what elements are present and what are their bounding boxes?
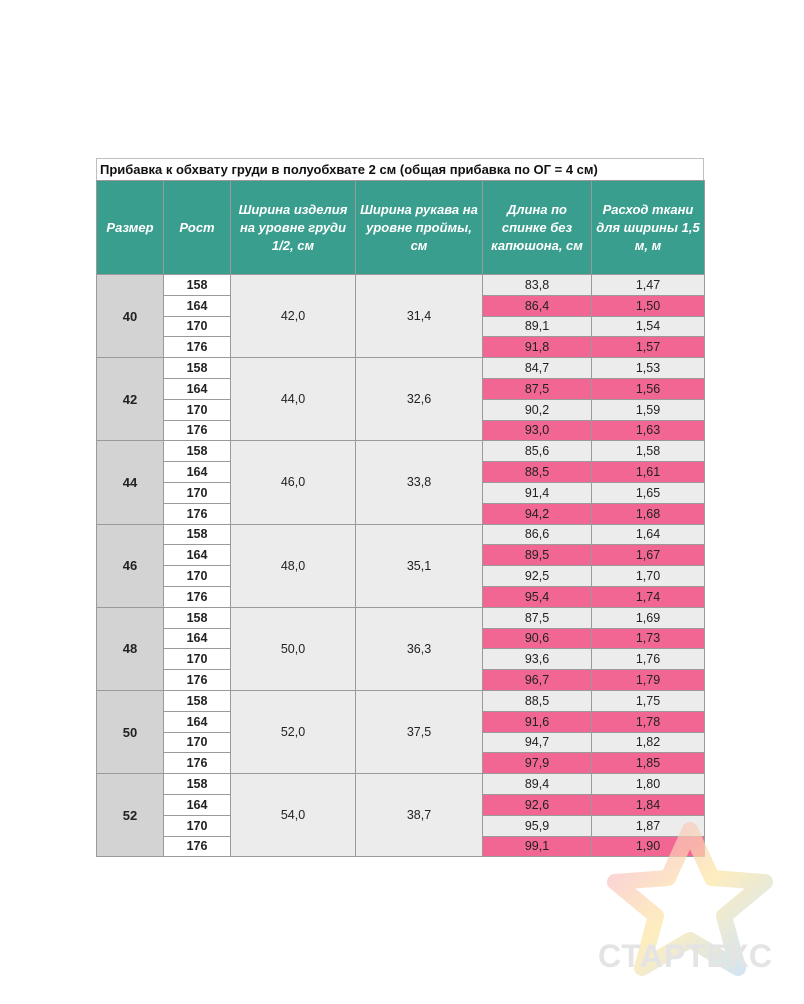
height-cell: 176 — [164, 753, 231, 774]
fabric-cell: 1,70 — [592, 566, 705, 587]
height-cell: 164 — [164, 545, 231, 566]
width-cell: 46,0 — [231, 441, 356, 524]
header-row — [97, 181, 705, 275]
width-cell: 52,0 — [231, 690, 356, 773]
table-row — [97, 524, 705, 545]
table-title: Прибавка к обхвату груди в полуобхвате 2 см (общая прибавка по ОГ = 4 см) — [96, 158, 704, 180]
height-cell: 176 — [164, 670, 231, 691]
length-cell: 86,4 — [483, 295, 592, 316]
fabric-cell: 1,82 — [592, 732, 705, 753]
fabric-cell: 1,84 — [592, 794, 705, 815]
length-cell: 95,9 — [483, 815, 592, 836]
height-cell: 164 — [164, 794, 231, 815]
height-cell: 176 — [164, 337, 231, 358]
length-cell: 86,6 — [483, 524, 592, 545]
height-cell: 170 — [164, 316, 231, 337]
height-cell: 158 — [164, 690, 231, 711]
fabric-cell: 1,58 — [592, 441, 705, 462]
height-cell: 158 — [164, 774, 231, 795]
length-cell: 90,6 — [483, 628, 592, 649]
length-cell: 92,5 — [483, 566, 592, 587]
sleeve-cell: 35,1 — [356, 524, 483, 607]
fabric-cell: 1,64 — [592, 524, 705, 545]
size-cell: 50 — [97, 690, 164, 773]
height-cell: 170 — [164, 566, 231, 587]
size-cell: 40 — [97, 275, 164, 358]
length-cell: 91,8 — [483, 337, 592, 358]
fabric-cell: 1,87 — [592, 815, 705, 836]
header-length: Длина по спинке без капюшона, см — [483, 181, 592, 275]
table-row — [97, 774, 705, 795]
length-cell: 89,5 — [483, 545, 592, 566]
fabric-cell: 1,80 — [592, 774, 705, 795]
length-cell: 91,4 — [483, 482, 592, 503]
height-cell: 176 — [164, 836, 231, 857]
fabric-cell: 1,78 — [592, 711, 705, 732]
length-cell: 88,5 — [483, 462, 592, 483]
size-table — [96, 180, 705, 857]
fabric-cell: 1,69 — [592, 607, 705, 628]
length-cell: 89,4 — [483, 774, 592, 795]
fabric-cell: 1,75 — [592, 690, 705, 711]
height-cell: 164 — [164, 628, 231, 649]
sleeve-cell: 36,3 — [356, 607, 483, 690]
fabric-cell: 1,67 — [592, 545, 705, 566]
length-cell: 96,7 — [483, 670, 592, 691]
length-cell: 83,8 — [483, 275, 592, 296]
length-cell: 87,5 — [483, 378, 592, 399]
length-cell: 92,6 — [483, 794, 592, 815]
width-cell: 42,0 — [231, 275, 356, 358]
sleeve-cell: 37,5 — [356, 690, 483, 773]
height-cell: 158 — [164, 275, 231, 296]
size-cell: 48 — [97, 607, 164, 690]
sleeve-cell: 31,4 — [356, 275, 483, 358]
height-cell: 164 — [164, 462, 231, 483]
fabric-cell: 1,85 — [592, 753, 705, 774]
length-cell: 95,4 — [483, 586, 592, 607]
width-cell: 50,0 — [231, 607, 356, 690]
fabric-cell: 1,65 — [592, 482, 705, 503]
fabric-cell: 1,50 — [592, 295, 705, 316]
sleeve-cell: 33,8 — [356, 441, 483, 524]
fabric-cell: 1,79 — [592, 670, 705, 691]
height-cell: 164 — [164, 295, 231, 316]
table-row — [97, 690, 705, 711]
length-cell: 99,1 — [483, 836, 592, 857]
fabric-cell: 1,59 — [592, 399, 705, 420]
fabric-cell: 1,73 — [592, 628, 705, 649]
length-cell: 94,2 — [483, 503, 592, 524]
fabric-cell: 1,61 — [592, 462, 705, 483]
table-body — [97, 275, 705, 857]
fabric-cell: 1,74 — [592, 586, 705, 607]
height-cell: 170 — [164, 732, 231, 753]
header-width: Ширина изделия на уровне груди 1/2, см — [231, 181, 356, 275]
header-height: Рост — [164, 181, 231, 275]
height-cell: 164 — [164, 378, 231, 399]
size-cell: 42 — [97, 358, 164, 441]
watermark-text: СТАРТЕКС — [598, 938, 773, 974]
fabric-cell: 1,63 — [592, 420, 705, 441]
height-cell: 170 — [164, 399, 231, 420]
size-chart-sheet — [96, 158, 704, 857]
length-cell: 88,5 — [483, 690, 592, 711]
header-fabric: Расход ткани для ширины 1,5 м, м — [592, 181, 705, 275]
size-cell: 44 — [97, 441, 164, 524]
fabric-cell: 1,90 — [592, 836, 705, 857]
height-cell: 170 — [164, 482, 231, 503]
length-cell: 89,1 — [483, 316, 592, 337]
sleeve-cell: 38,7 — [356, 774, 483, 857]
size-cell: 46 — [97, 524, 164, 607]
height-cell: 158 — [164, 441, 231, 462]
length-cell: 84,7 — [483, 358, 592, 379]
height-cell: 158 — [164, 524, 231, 545]
length-cell: 90,2 — [483, 399, 592, 420]
fabric-cell: 1,54 — [592, 316, 705, 337]
length-cell: 85,6 — [483, 441, 592, 462]
table-row — [97, 441, 705, 462]
fabric-cell: 1,68 — [592, 503, 705, 524]
fabric-cell: 1,56 — [592, 378, 705, 399]
width-cell: 54,0 — [231, 774, 356, 857]
width-cell: 44,0 — [231, 358, 356, 441]
length-cell: 97,9 — [483, 753, 592, 774]
length-cell: 93,0 — [483, 420, 592, 441]
size-cell: 52 — [97, 774, 164, 857]
fabric-cell: 1,53 — [592, 358, 705, 379]
header-size: Размер — [97, 181, 164, 275]
fabric-cell: 1,57 — [592, 337, 705, 358]
fabric-cell: 1,76 — [592, 649, 705, 670]
height-cell: 164 — [164, 711, 231, 732]
height-cell: 176 — [164, 420, 231, 441]
height-cell: 158 — [164, 607, 231, 628]
table-row — [97, 275, 705, 296]
height-cell: 176 — [164, 503, 231, 524]
sleeve-cell: 32,6 — [356, 358, 483, 441]
fabric-cell: 1,47 — [592, 275, 705, 296]
length-cell: 91,6 — [483, 711, 592, 732]
length-cell: 93,6 — [483, 649, 592, 670]
width-cell: 48,0 — [231, 524, 356, 607]
height-cell: 158 — [164, 358, 231, 379]
length-cell: 94,7 — [483, 732, 592, 753]
table-row — [97, 607, 705, 628]
table-row — [97, 358, 705, 379]
header-sleeve: Ширина рукава на уровне проймы, см — [356, 181, 483, 275]
height-cell: 176 — [164, 586, 231, 607]
length-cell: 87,5 — [483, 607, 592, 628]
height-cell: 170 — [164, 815, 231, 836]
height-cell: 170 — [164, 649, 231, 670]
